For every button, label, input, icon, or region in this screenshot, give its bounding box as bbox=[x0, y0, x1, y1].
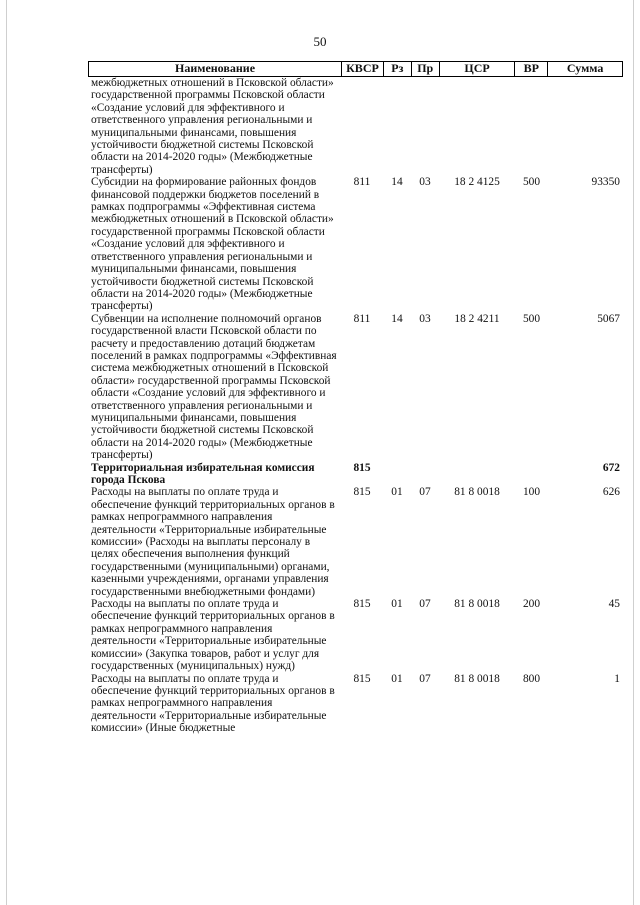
row-sum: 626 bbox=[602, 486, 620, 499]
row-name: Расходы на выплаты по оплате труда и обеспечение функций территориальных органов в рамках непрограммного направления деятельности «Территориальные избирательные комиссии» (Расходы на выплаты персоналу в целях обеспечения выполнения функций государственными (муниципальными) органами, казенными учреждениями, органами управления государственными внебюджетными фондами) bbox=[91, 486, 335, 598]
row-sum bbox=[548, 77, 623, 176]
row-name: Расходы на выплаты по оплате труда и обеспечение функций территориальных органов в рамках непрограммного направления деятельности «Территориальные избирательные комиссии» (Закупка товаров, работ и услуг для государственных (муниципальных) нужд) bbox=[91, 598, 335, 673]
row-name: Территориальная избирательная комиссия города Пскова bbox=[91, 461, 315, 486]
row-csr: 81 8 0018 bbox=[454, 672, 500, 685]
row-pr: 03 bbox=[419, 176, 431, 189]
table-row bbox=[88, 77, 623, 176]
row-rz: 14 bbox=[391, 312, 403, 325]
row-pr: 07 bbox=[419, 486, 431, 499]
table-row bbox=[88, 462, 623, 487]
header-name: Наименование bbox=[175, 61, 256, 75]
row-kvsr: 815 bbox=[353, 598, 371, 611]
row-vr bbox=[515, 77, 548, 176]
row-vr: 800 bbox=[522, 672, 541, 685]
row-csr: 81 8 0018 bbox=[454, 486, 500, 499]
row-pr bbox=[411, 462, 439, 487]
header-rz: Рз bbox=[383, 62, 411, 76]
row-sum: 672 bbox=[602, 461, 620, 474]
table-row bbox=[88, 673, 623, 735]
row-pr: 07 bbox=[419, 672, 431, 685]
row-csr bbox=[439, 77, 515, 176]
row-csr: 18 2 4211 bbox=[454, 312, 500, 325]
header-kvsr: КВСР bbox=[341, 62, 383, 76]
page-right-edge bbox=[633, 0, 634, 905]
row-name: межбюджетных отношений в Псковской области» государственной программы Псковской области «Создание условий для эффективного и ответственного управления региональными и муниципальными финансами, повышения устойчивости бюджетной системы Псковской области на 2014-2020 годы» (Межбюджетные трансферты) bbox=[91, 77, 334, 176]
row-pr: 07 bbox=[419, 598, 431, 611]
row-vr: 200 bbox=[522, 598, 541, 611]
row-rz: 01 bbox=[391, 486, 403, 499]
table-row bbox=[88, 598, 623, 672]
budget-table bbox=[88, 61, 623, 735]
row-kvsr: 811 bbox=[353, 176, 371, 189]
row-csr bbox=[439, 462, 515, 487]
row-sum: 1 bbox=[614, 672, 620, 685]
row-kvsr: 815 bbox=[353, 461, 371, 474]
row-kvsr: 811 bbox=[353, 312, 371, 325]
page-number: 50 bbox=[313, 34, 327, 49]
row-pr: 03 bbox=[419, 312, 431, 325]
row-vr: 500 bbox=[522, 176, 541, 189]
table-row bbox=[88, 176, 623, 312]
row-name: Субсидии на формирование районных фондов финансовой поддержки бюджетов поселений в рамках подпрограммы «Эффективная система межбюджетных отношений в Псковской области» государственной программы Псковской области «Создание условий для эффективного и ответственного управления региональными и муниципальными финансами, повышения устойчивости бюджетной системы Псковской области на 2014-2020 годы» (Межбюджетные трансферты) bbox=[91, 176, 334, 313]
header-csr: ЦСР bbox=[439, 62, 515, 76]
row-sum: 45 bbox=[608, 598, 620, 611]
row-kvsr: 815 bbox=[353, 672, 371, 685]
row-kvsr bbox=[341, 77, 383, 176]
header-vr: ВР bbox=[514, 62, 547, 76]
row-csr: 18 2 4125 bbox=[454, 176, 500, 189]
row-rz: 01 bbox=[391, 672, 403, 685]
row-pr bbox=[411, 77, 439, 176]
row-kvsr: 815 bbox=[353, 486, 371, 499]
row-vr: 100 bbox=[522, 486, 541, 499]
row-name: Субвенции на исполнение полномочий органов государственной власти Псковской области по расчету и предоставлению дотаций бюджетам поселений в рамках подпрограммы «Эффективная система межбюджетных отношений в Псковской области» государственной программы Псковской области «Создание условий для эффективного и ответственного управления региональными и муниципальными финансами, повышения устойчивости бюджетной системы Псковской области на 2014-2020 годы» (Межбюджетные трансферты) bbox=[91, 312, 337, 462]
row-vr bbox=[515, 462, 548, 487]
header-pr: Пр bbox=[411, 62, 439, 76]
row-vr: 500 bbox=[522, 312, 541, 325]
row-rz: 01 bbox=[391, 598, 403, 611]
row-rz bbox=[383, 77, 411, 176]
row-rz: 14 bbox=[391, 176, 403, 189]
row-rz bbox=[383, 462, 411, 487]
row-name: Расходы на выплаты по оплате труда и обеспечение функций территориальных органов в рамках непрограммного направления деятельности «Территориальные избирательные комиссии» (Иные бюджетные bbox=[91, 672, 335, 735]
page-left-edge bbox=[6, 0, 7, 905]
header-sum: Сумма bbox=[547, 62, 622, 76]
table-row bbox=[88, 486, 623, 598]
row-sum: 93350 bbox=[591, 176, 620, 189]
row-sum: 5067 bbox=[597, 312, 620, 325]
table-header bbox=[88, 61, 623, 77]
table-row bbox=[88, 313, 623, 462]
row-csr: 81 8 0018 bbox=[454, 598, 500, 611]
table-body bbox=[88, 77, 623, 735]
